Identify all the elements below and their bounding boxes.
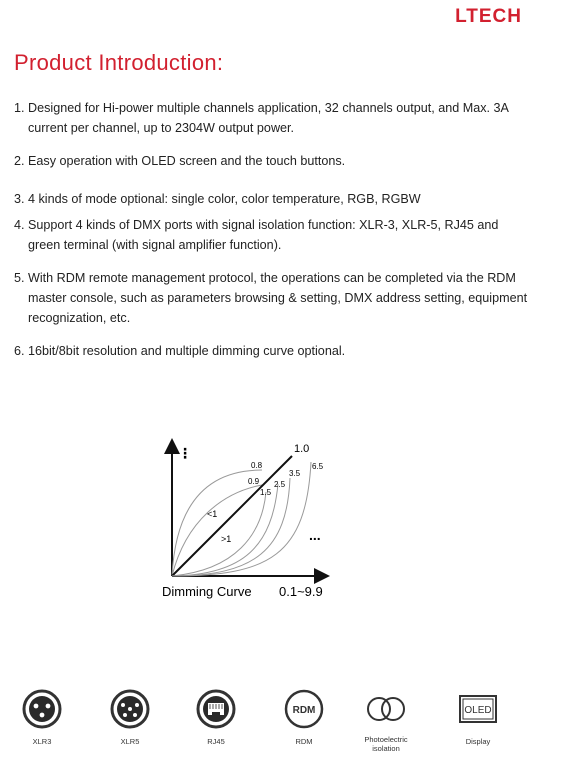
feature-text: 4 kinds of mode optional: single color, color temperature, RGB, RGBW — [28, 192, 421, 206]
curve-1.5 — [172, 492, 266, 576]
feature-text: Designed for Hi-power multiple channels application, 32 channels output, and Max. 3A current per channel, up to 2304W output power. — [28, 101, 509, 135]
curve-label-0.9: 0.9 — [248, 477, 260, 486]
icon-item-photoelectric — [346, 688, 426, 753]
icon-label: Photoelectric isolation — [364, 735, 408, 753]
feature-number: 5. — [14, 271, 25, 285]
brand-logo: LTECH — [455, 6, 522, 27]
icon-item-xlr3 — [2, 688, 82, 746]
rdm-icon — [283, 688, 325, 730]
feature-item — [14, 268, 534, 328]
oled-badge-text: OLED — [464, 705, 492, 716]
feature-text: With RDM remote management protocol, the operations can be completed via the RDM master console, such as parameters browsing & setting, DMX address setting, equipment recognization, etc. — [28, 271, 528, 325]
icon-label: RDM — [295, 737, 313, 746]
feature-item — [14, 341, 534, 361]
curve-label-0.8: 0.8 — [251, 461, 263, 470]
feature-text: 16bit/8bit resolution and multiple dimming curve optional. — [28, 344, 346, 358]
icon-label: XLR3 — [32, 737, 52, 746]
feature-item — [14, 151, 534, 171]
rdm-badge-text: RDM — [292, 705, 316, 716]
icon-label: Display — [465, 737, 491, 746]
feature-item — [14, 98, 534, 138]
feature-item — [14, 189, 534, 209]
region-label-lt1: <1 — [207, 509, 218, 519]
xlr3-connector-icon — [21, 688, 63, 730]
oled-display-icon — [457, 688, 499, 730]
feature-number: 3. — [14, 192, 25, 206]
region-label-gt1: >1 — [221, 534, 232, 544]
curve-label-1.0: 1.0 — [294, 443, 310, 455]
curve-3.5 — [172, 478, 290, 576]
xlr5-connector-icon — [109, 688, 151, 730]
y-ellipsis: ⋮ — [178, 446, 192, 462]
feature-text: Support 4 kinds of DMX ports with signal isolation function: XLR-3, XLR-5, RJ45 and green terminal (with signal amplifier function). — [28, 218, 499, 252]
feature-list — [14, 98, 534, 361]
icon-item-xlr5 — [90, 688, 170, 746]
icon-item-display — [438, 688, 518, 746]
feature-number: 2. — [14, 154, 25, 168]
icon-label: RJ45 — [207, 737, 225, 746]
feature-number: 4. — [14, 218, 25, 232]
page-title: Product Introduction: — [14, 50, 224, 75]
curve-label-1.5: 1.5 — [260, 488, 272, 497]
icon-item-rdm — [264, 688, 344, 746]
feature-number: 6. — [14, 344, 25, 358]
curve-label-6.5: 6.5 — [312, 462, 324, 471]
rj45-port-icon — [195, 688, 237, 730]
curve-label-3.5: 3.5 — [289, 469, 301, 478]
feature-number: 1. — [14, 101, 25, 115]
dimming-curve-diagram — [150, 430, 350, 605]
feature-icon-row — [0, 688, 566, 758]
feature-text: Easy operation with OLED screen and the touch buttons. — [28, 154, 346, 168]
photoelectric-isolation-icon — [361, 688, 411, 730]
feature-item — [14, 215, 534, 255]
chart-caption: Dimming Curve — [162, 584, 252, 599]
icon-item-rj45 — [176, 688, 256, 746]
curve-label-2.5: 2.5 — [274, 480, 286, 489]
chart-range: 0.1~9.9 — [279, 584, 323, 599]
tail-ellipsis: ... — [309, 527, 321, 543]
icon-label: XLR5 — [120, 737, 140, 746]
